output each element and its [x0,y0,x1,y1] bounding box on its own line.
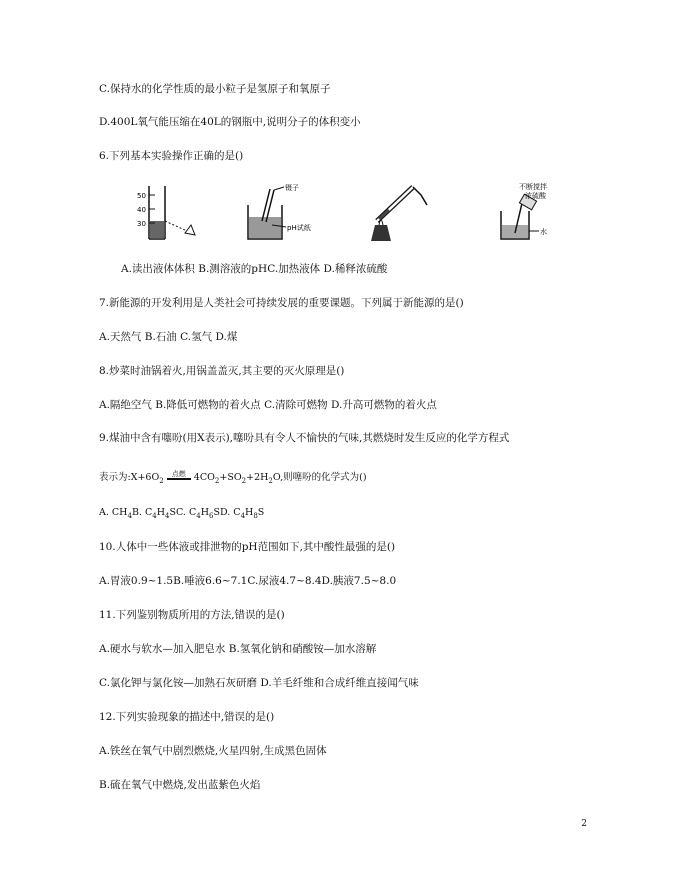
q6-options: A.读出液体体积 B.测溶液的pHC.加热液体 D.稀释浓硫酸 [121,263,388,275]
eye-icon [185,225,195,235]
dilution-figure [495,181,565,245]
question-12: 12.下列实验现象的描述中,错误的是() [99,711,275,723]
question-7: 7.新能源的开发利用是人类社会可持续发展的重要课题。下列属于新能源的是() [99,297,464,309]
q11-options-ab: A.硬水与软水—加入肥皂水 B.氢氧化钠和硝酸铵—加水溶解 [99,643,377,655]
cyl-mark-40: 40 [137,206,146,214]
q12-option-b: B.硫在氧气中燃烧,发出蓝紫色火焰 [99,779,261,791]
cyl-mark-50: 50 [137,192,146,200]
stir-label: 不断搅拌 [519,183,547,191]
ph-test-figure [240,181,330,245]
experiment-figures [135,181,555,247]
question-11: 11.下列鉴别物质所用的方法,错误的是() [99,609,285,621]
q11-options-cd: C.氯化钾与氯化铵—加熟石灰研磨 D.羊毛纤维和合成纤维直接闻气味 [99,677,419,689]
tweezers-label: 镊子 [285,184,299,192]
question-8: 8.炒菜时油锅着火,用锅盖盖灭,其主要的灭火原理是() [99,365,345,377]
line-c-water: C.保持水的化学性质的最小粒子是氢原子和氧原子 [99,83,331,95]
q12-option-a: A.铁丝在氧气中剧烈燃烧,火星四射,生成黑色固体 [99,745,327,757]
line-d-oxygen: D.400L氧气能压缩在40L的钢瓶中,说明分子的体积变小 [99,116,361,128]
question-10: 10.人体中一些体液或排泄物的pH范围如下,其中酸性最强的是() [99,541,396,553]
q10-options: A.胃液0.9~1.5B.唾液6.6~7.1C.尿液4.7~8.4D.胰液7.5~8.0 [99,575,397,587]
acid-label: 浓硫酸 [525,192,546,200]
cylinder-figure [135,181,205,245]
q8-options: A.隔绝空气 B.降低可燃物的着火点 C.清除可燃物 D.升高可燃物的着火点 [99,399,437,411]
question-9: 9.煤油中含有噻吩(用X表示),噻吩具有令人不愉快的气味,其燃烧时发生反应的化学方程式 [99,432,510,444]
q9-equation: 表示为$:X+6O_2$ 点燃 $4CO_2+SO_2+2H_2O$,则噻吩的化学式为() [99,470,367,485]
question-6: 6.下列基本实验操作正确的是() [99,150,244,162]
water-label: 水 [540,228,547,236]
condition-mark: 点燃 [167,470,191,480]
ph-paper-label: pH试纸 [287,224,311,232]
cyl-mark-30: 30 [137,220,146,228]
page-number: 2 [581,819,587,829]
heating-figure [365,181,435,245]
q7-options: A.天然气 B.石油 C.氢气 D.煤 [99,331,238,343]
q9-options: A. $CH_4B$. $C_4H_4SC$. $C_4H_6SD$. $C_4H_8S$ [99,507,265,520]
